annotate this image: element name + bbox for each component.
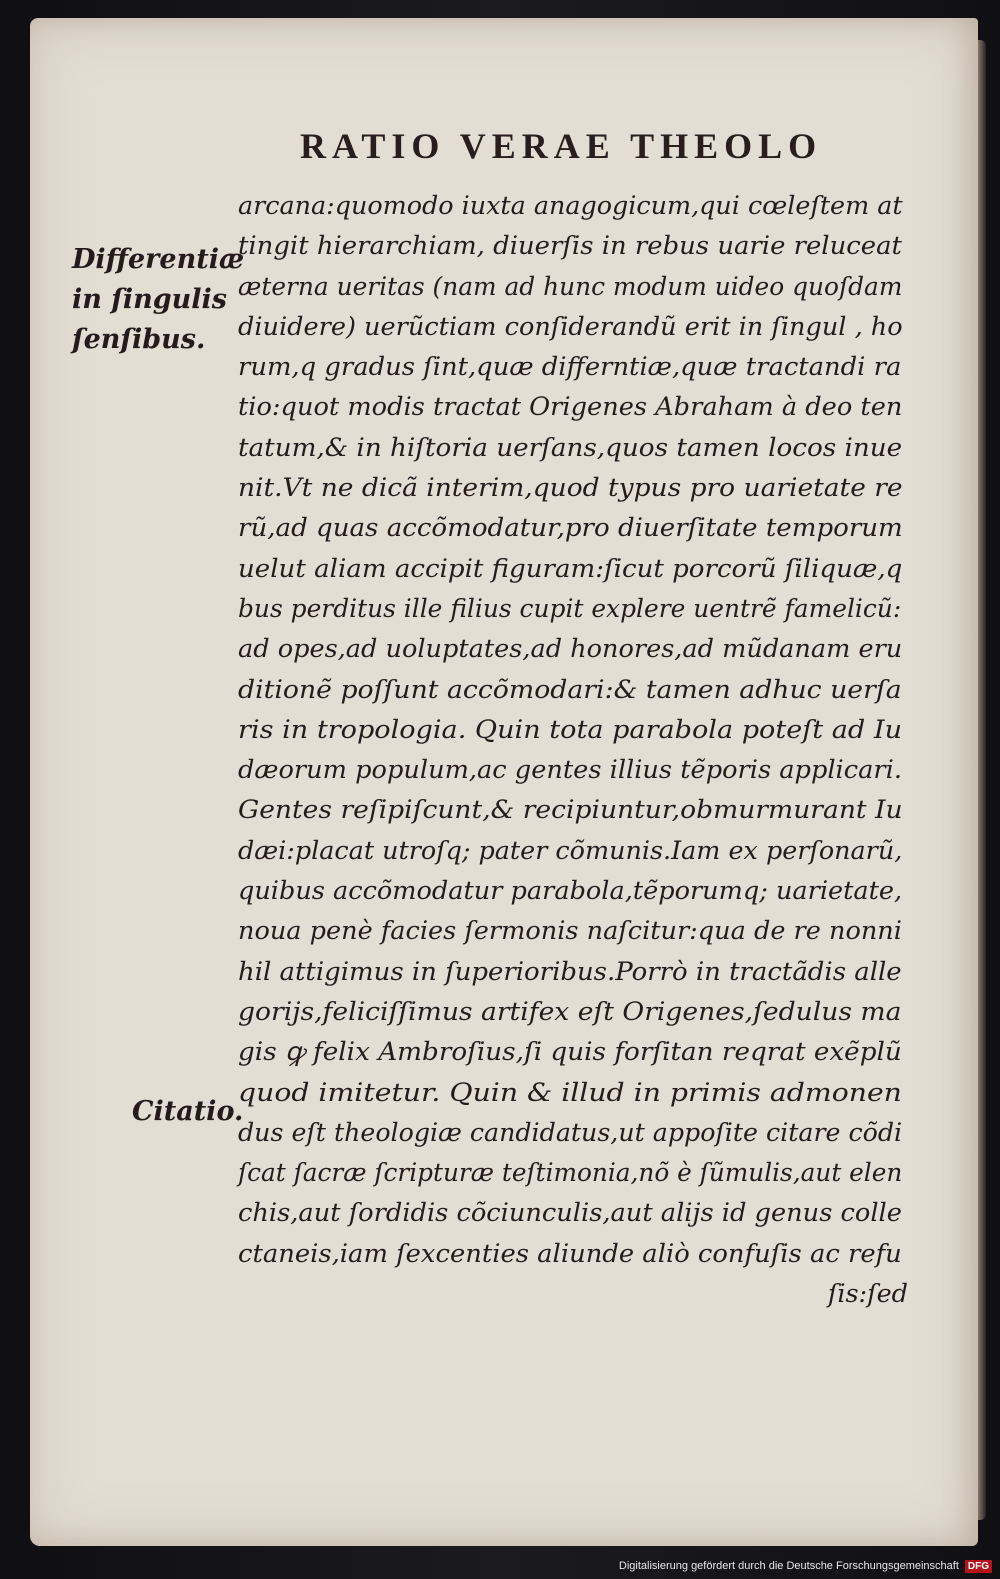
text-line: dæorum populum,ac gentes illius tẽporis applicari. <box>238 755 902 786</box>
text-line: diuidere) uerũctiam conſiderandũ erit in ſingul , ho <box>238 311 903 342</box>
text-line: ad opes,ad uoluptates,ad honores,ad mũdanam eru <box>238 634 903 665</box>
marginal-gloss-citatio <box>132 1092 243 1132</box>
text-line: Gentes reſipiſcunt,& recipiuntur,obmurmurant Iu <box>238 795 903 826</box>
text-line: ſcat ſacræ ſcripturæ teſtimonia,nõ è ſũmulis,aut elen <box>238 1158 903 1189</box>
text-line: hil attigimus in ſuperioribus.Porrò in tractãdis alle <box>238 956 902 987</box>
text-line: tingit hierarchiam, diuerſis in rebus uarie reluceat <box>238 231 902 262</box>
gloss-line: in ſingulis <box>72 284 228 315</box>
text-line: rum,q gradus ſint,quæ differntiæ,quæ tractandi ra <box>238 352 902 383</box>
text-line: ctaneis,iam ſexcenties aliunde aliò confuſis ac refu <box>238 1238 902 1269</box>
gloss-line: Differentiæ <box>72 244 245 275</box>
text-line: uelut aliam accipit figuram:ſicut porcorũ ſiliquæ,q <box>238 553 903 584</box>
text-line: gorijs,feliciſſimus artifex eſt Origenes,ſedulus ma <box>238 996 902 1027</box>
footer-credit: Digitalisierung gefördert durch die Deutsche Forschungsgemeinschaft <box>618 1560 959 1572</box>
text-line: noua penè facies ſermonis naſcitur:qua de re nonni <box>238 916 902 947</box>
gloss-line: ſenſibus. <box>72 324 206 355</box>
text-line: ditionẽ poſſunt accõmodari:& tamen adhuc uerſa <box>238 674 902 705</box>
text-line: dæi:placat utroſq; pater cõmunis.Iam ex perſonarũ, <box>238 835 903 866</box>
text-line: bus perditus ille filius cupit explere uentrẽ famelicũ: <box>238 593 902 624</box>
text-line: arcana:quomodo iuxta anagogicum,qui cœleſtem at <box>238 191 903 221</box>
text-line: æterna ueritas (nam ad hunc modum uideo quoſdam <box>238 271 903 302</box>
text-line: dus eſt theologiæ candidatus,ut appoſite citare cõdi <box>238 1117 903 1148</box>
text-line: chis,aut ſordidis cõciunculis,aut alijs id genus colle <box>238 1198 902 1229</box>
gloss-line: Citatio. <box>132 1096 244 1127</box>
text-line: ris in tropologia. Quin tota parabola poteſt ad Iu <box>238 714 903 745</box>
body-text <box>238 186 918 1314</box>
text-line: nit.Vt ne dicã interim,quod typus pro uarietate re <box>238 473 903 504</box>
text-line: quod imitetur. Quin & illud in primis admonen <box>238 1077 902 1108</box>
dfg-logo: DFG <box>965 1560 992 1573</box>
text-line: quibus accõmodatur parabola,tẽporumq; uarietate, <box>238 876 903 907</box>
catchword: ſis:ſed <box>827 1279 908 1310</box>
text-line: gis ꝙ felix Ambroſius,ſi quis forſitan reqrat exẽplũ <box>238 1037 902 1068</box>
marginal-gloss-differentiae <box>72 240 244 360</box>
text-line: tio:quot modis tractat Origenes Abraham à deo ten <box>238 392 903 423</box>
digitization-footer <box>600 1553 1000 1579</box>
text-line: tatum,& in hiſtoria uerſans,quos tamen locos inue <box>238 432 903 463</box>
running-head: RATIO VERAE THEOLO <box>300 126 823 166</box>
text-line: rũ,ad quas accõmodatur,pro diuerſitate temporum <box>238 513 903 544</box>
